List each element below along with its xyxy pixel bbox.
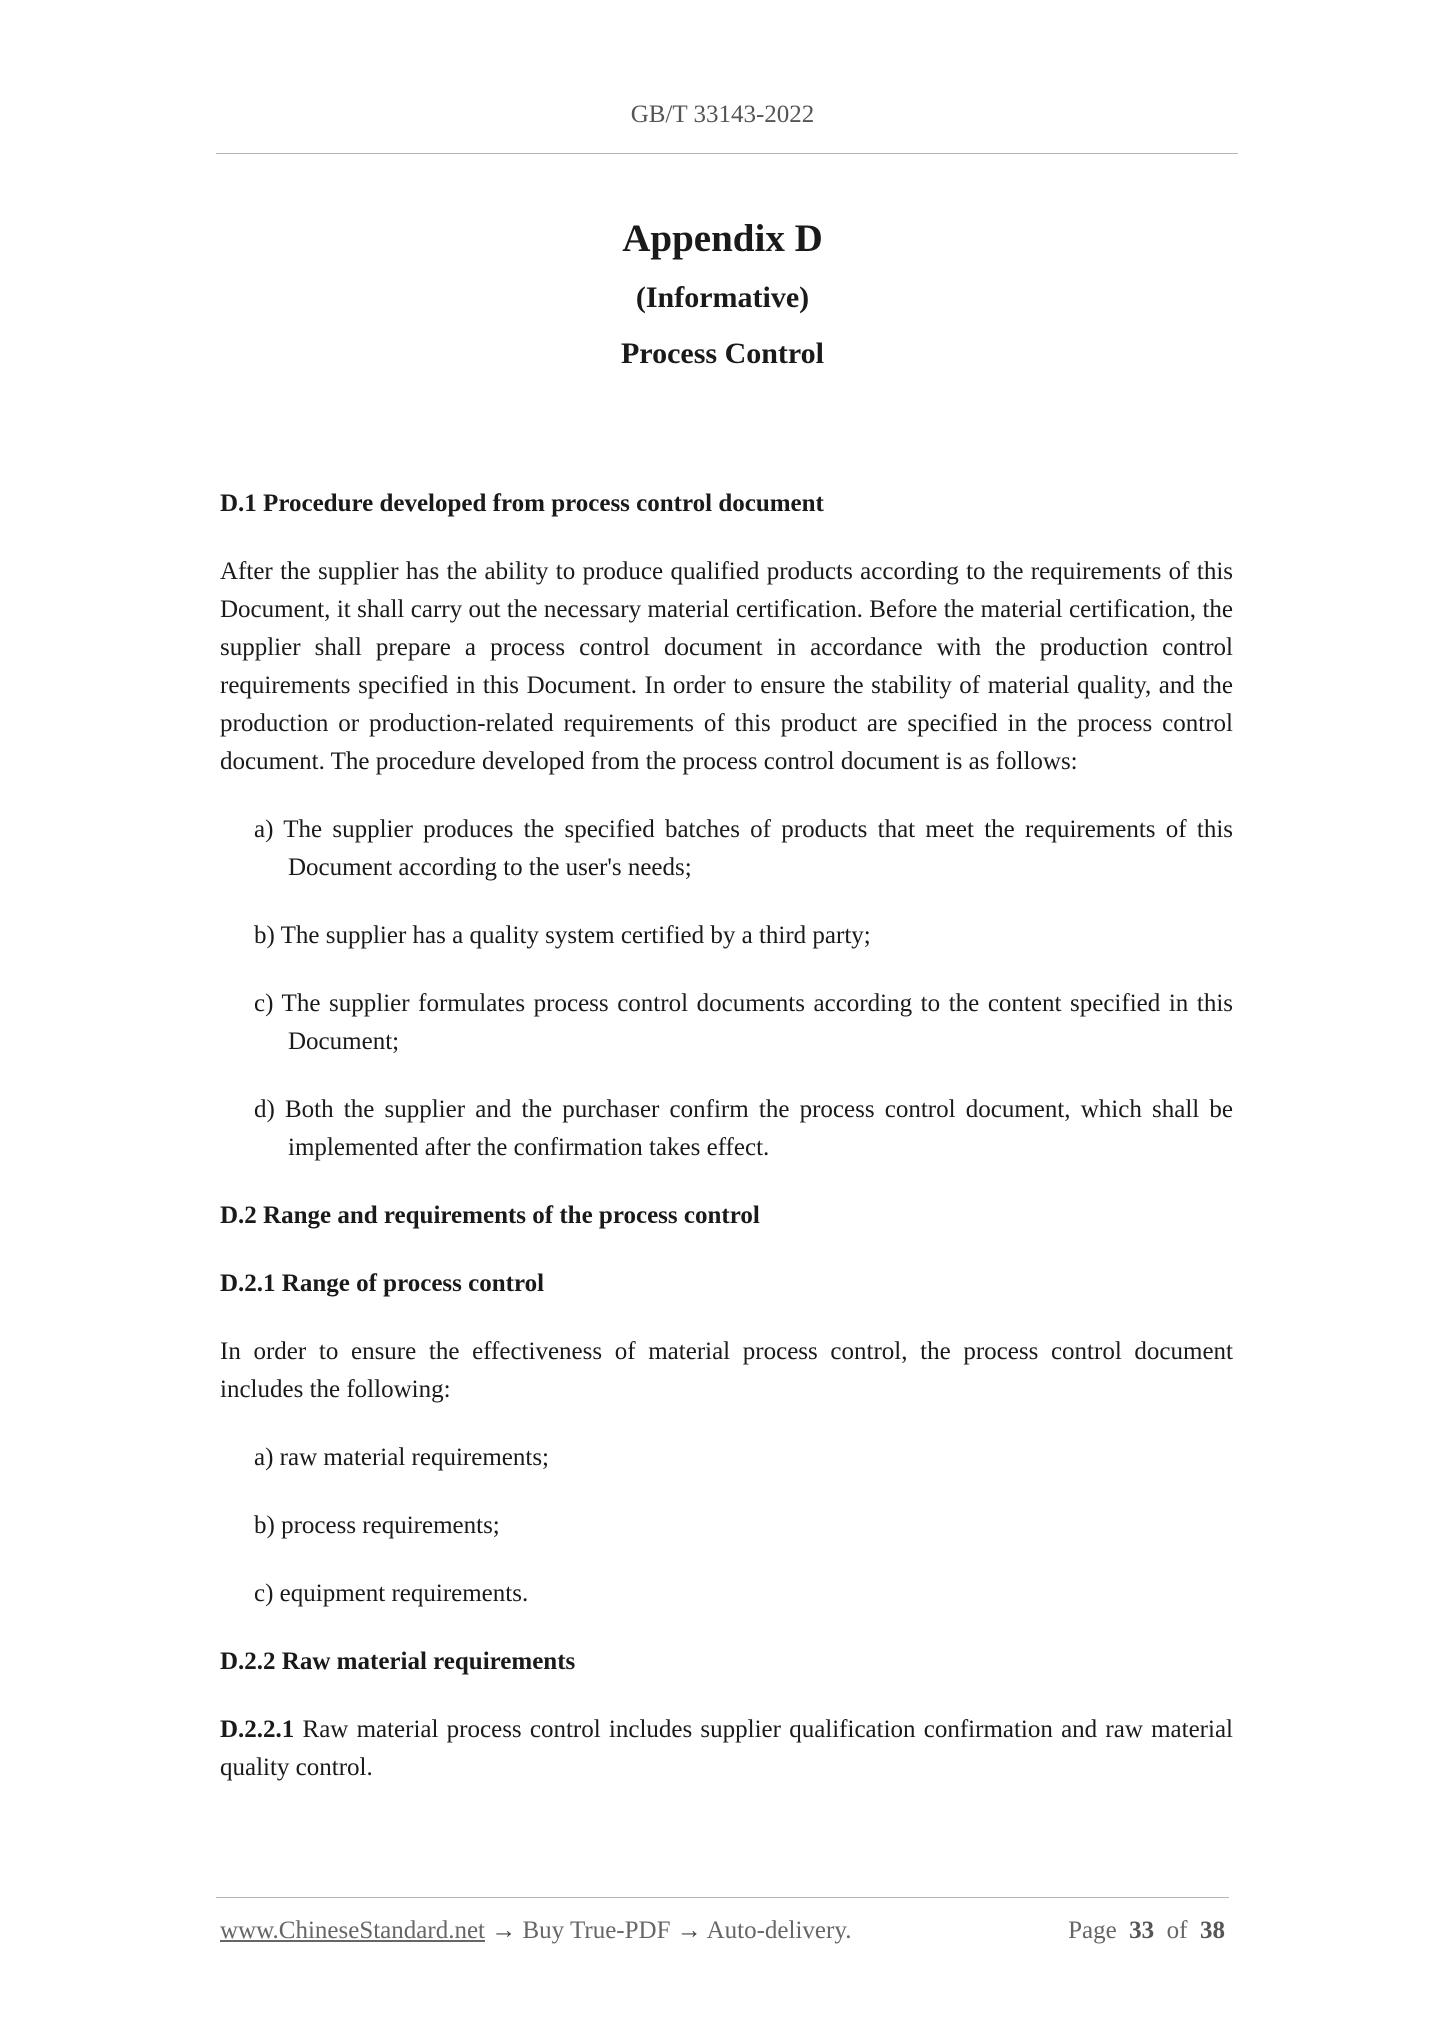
footer-promo	[220, 1917, 851, 1945]
appendix-title: Appendix D	[622, 217, 823, 260]
clause-text-d221: Raw material process control includes supplier qualification confirmation and raw material quality control.	[220, 1716, 1233, 1781]
appendix-type: (Informative)	[635, 281, 810, 314]
appendix-name: Process Control	[620, 337, 825, 370]
section-heading-d2: D.2 Range and requirements of the process control	[220, 1202, 760, 1229]
footer	[220, 1917, 1225, 1957]
section-heading-d21: D.2.1 Range of process control	[220, 1270, 545, 1297]
list-item: c) The supplier formulates process control documents according to the content specified in this Document;	[254, 990, 1233, 1055]
page-label: Page	[1068, 1917, 1117, 1944]
title-block	[0, 210, 1445, 380]
paragraph-d1: After the supplier has the ability to produce qualified products according to the requirements of this Document, it shall carry out the necessary material certification. Before the material certification, the supplier shall prepare a process control document in accordance with the production control requirements specified in this Document. In order to ensure the stability of material quality, and the production or production-related requirements of this product are specified in the process control document. The procedure developed from the process control document is as follows:	[220, 558, 1233, 775]
arrow-right-icon: →	[491, 1917, 517, 1944]
paragraph-d221	[220, 1711, 1233, 1787]
list-item: a) raw material requirements;	[254, 1444, 549, 1471]
paragraph-d21: In order to ensure the effectiveness of material process control, the process control document includes the following:	[220, 1338, 1233, 1403]
section-heading-d22: D.2.2 Raw material requirements	[220, 1648, 576, 1675]
list-item: c) equipment requirements.	[254, 1580, 529, 1607]
auto-delivery-text: Auto-delivery.	[701, 1917, 852, 1944]
website-link[interactable]: www.ChineseStandard.net	[220, 1917, 485, 1944]
document-body	[220, 485, 1233, 1787]
header-divider	[216, 153, 1238, 154]
footer-divider	[216, 1897, 1229, 1898]
list-item: b) The supplier has a quality system certified by a third party;	[254, 922, 871, 949]
section-heading-d1: D.1 Procedure developed from process control document	[220, 490, 824, 517]
buy-true-pdf-text: Buy True-PDF	[516, 1917, 677, 1944]
page-current: 33	[1129, 1917, 1155, 1944]
page-total: 38	[1200, 1917, 1225, 1944]
list-item: d) Both the supplier and the purchaser confirm the process control document, which shall be implemented after the confirmation takes effect.	[254, 1096, 1233, 1161]
arrow-right-icon: →	[676, 1917, 702, 1944]
list-item: b) process requirements;	[254, 1512, 500, 1539]
page-of: of	[1166, 1917, 1188, 1944]
list-item: a) The supplier produces the specified batches of products that meet the requirements of this Document according to the user's needs;	[254, 816, 1233, 881]
clause-number-d221: D.2.2.1	[220, 1716, 295, 1743]
page-indicator	[1068, 1917, 1225, 1945]
header-doc-code: GB/T 33143-2022	[630, 101, 815, 128]
